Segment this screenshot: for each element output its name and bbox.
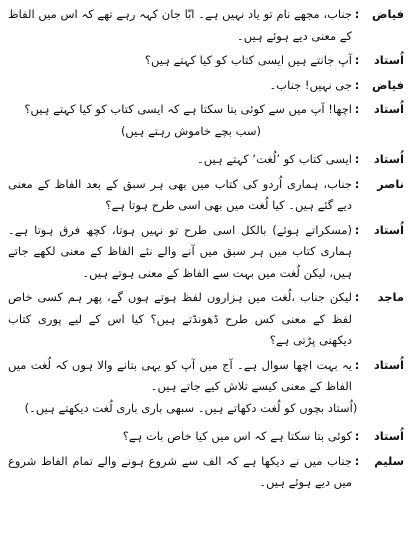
speaker-colon: : <box>354 152 360 166</box>
speaker-name: فیاض <box>371 7 404 21</box>
dialogue-text: (مسکراتے ہوئے) بالکل اسی طرح تو نہیں ہوتا، کچھ فرق ہوتا ہے۔ ہماری کتاب میں ہر سبق میں آنے والے نئے الفاظ کے معنی لکھے جاتے ہیں، لیکن لُغت میں بہت سے الفاظ کے معنی ہوتے ہیں۔ <box>8 222 352 280</box>
speaker-colon: : <box>354 7 360 21</box>
speaker-name: ناصر <box>377 176 404 191</box>
speaker-name: اُستاد <box>373 53 404 67</box>
speaker-colon: : <box>354 53 360 67</box>
speaker-colon: : <box>354 290 360 304</box>
dialogue-line <box>8 451 404 494</box>
dialogue-text: کوئی بتا سکتا ہے کہ اس میں کیا خاص بات ہے؟ <box>122 429 352 443</box>
dialogue-line <box>8 355 404 398</box>
dialogue-line <box>8 99 404 121</box>
speaker-colon: : <box>354 77 360 92</box>
dialogue-line <box>8 220 404 285</box>
speaker-name: ماجد <box>377 290 404 304</box>
dialogue-line <box>8 50 404 72</box>
dialogue-text: یہ بہت اچھا سوال ہے۔ آج میں آپ کو یہی بتانے والا ہوں کہ لُغت میں الفاظ کے معنی کیسے تلاش کیے جاتے ہیں۔ <box>8 357 352 393</box>
stage-direction: (سب بچے خاموش رہتے ہیں) <box>120 123 262 138</box>
dialogue-text: اچھا! آپ میں سے کوئی بتا سکتا ہے کہ ایسی کتاب کو کیا کہتے ہیں؟ <box>24 102 352 116</box>
speaker-name: اُستاد <box>373 357 404 372</box>
speaker-name: اُستاد <box>373 222 404 237</box>
stage-direction: (اُستاد بچوں کو لُغت دکھاتے ہیں۔ سبھی باری باری لُغت دیکھتے ہیں۔) <box>24 400 358 415</box>
dialogue-text: لیکن جناب ،لُغت میں ہزاروں لفظ ہوتے ہوں گے، پھر ہم کسی خاص لفظ کے معنی کس طرح ڈھونڈتے ہیں؟ کیا اس کے لیے پوری کتاب دیکھنی پڑتی ہے؟ <box>8 290 352 347</box>
dialogue-text: جناب، ہماری اُردو کی کتاب میں بھی ہر سبق کے بعد الفاظ کے معنی دیے گئے ہیں۔ کیا لُغت میں بھی اسی طرح ہوتا ہے؟ <box>8 176 352 212</box>
speaker-colon: : <box>354 102 360 116</box>
dialogue-text: ایسی کتاب کو ’لُغت‘ کہتے ہیں۔ <box>197 152 352 166</box>
speaker-colon: : <box>354 357 360 372</box>
speaker-name: اُستاد <box>373 429 404 443</box>
speaker-colon: : <box>354 453 360 468</box>
dialogue-line <box>8 4 404 47</box>
speaker-name: اُستاد <box>373 102 404 116</box>
speaker-colon: : <box>354 222 360 237</box>
dialogue-text: جناب، مجھے نام تو یاد نہیں ہے۔ ابّا جان کہہ رہے تھے کہ اس میں الفاظ کے معنی دیے ہوئے ہیں۔ <box>8 7 352 43</box>
dialogue-line <box>8 287 404 352</box>
dialogue-text: آپ جانتے ہیں ایسی کتاب کو کیا کہتے ہیں؟ <box>144 53 352 67</box>
speaker-colon: : <box>354 176 360 191</box>
speaker-colon: : <box>354 429 360 443</box>
dialogue-line <box>8 174 404 217</box>
speaker-name: فیاض <box>371 77 404 92</box>
speaker-name: سلیم <box>374 453 404 468</box>
speaker-name: اُستاد <box>373 152 404 166</box>
dialogue-line <box>8 149 404 171</box>
dialogue-line <box>8 75 404 97</box>
dialogue-text: جی نہیں! جناب۔ <box>269 77 352 92</box>
dialogue-line <box>8 426 404 448</box>
dialogue-text: جناب میں نے دیکھا ہے کہ الف سے شروع ہونے والے تمام الفاظ شروع میں دیے ہوئے ہیں۔ <box>8 453 352 489</box>
